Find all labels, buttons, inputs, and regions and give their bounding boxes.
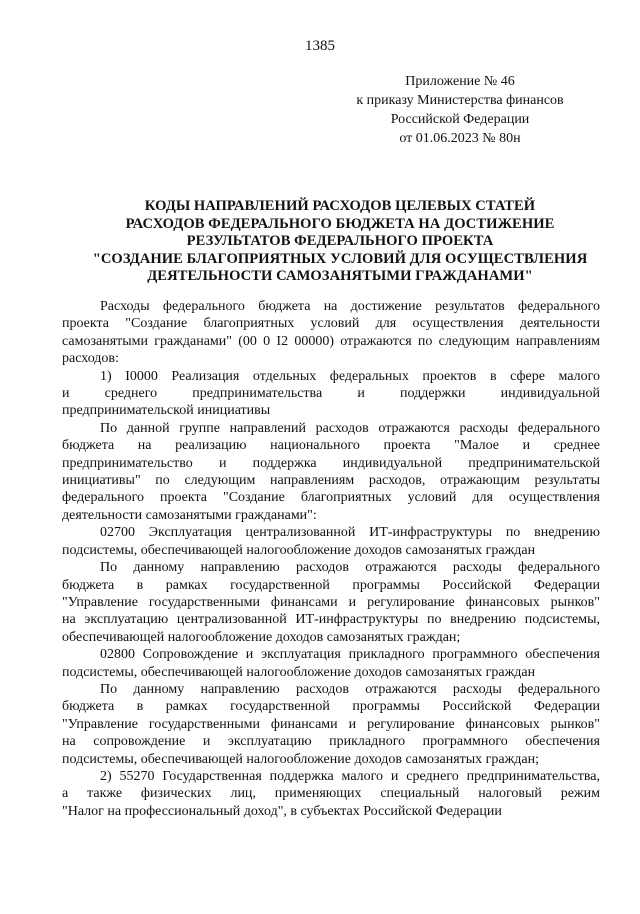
appendix-line: от 01.06.2023 № 80н	[399, 131, 521, 146]
paragraph-line: 02700 Эксплуатация централизованной ИТ-инфраструктуры по внедрению	[100, 525, 600, 541]
paragraph-line: самозанятыми гражданами" (00 0 I2 00000) отражаются по следующим направлениям	[62, 333, 600, 349]
paragraph-line: 02800 Сопровождение и эксплуатация прикладного программного обеспечения	[100, 647, 600, 663]
paragraph-line: бюджета в рамках государственной программы Российской Федерации	[62, 577, 600, 593]
paragraph-line: бюджета в рамках государственной программы Российской Федерации	[62, 699, 600, 715]
paragraph-line: федерального проекта "Создание благоприятных условий для осуществления	[62, 490, 600, 506]
title-line: КОДЫ НАПРАВЛЕНИЙ РАСХОДОВ ЦЕЛЕВЫХ СТАТЕЙ	[144, 198, 536, 214]
title-line: ДЕЯТЕЛЬНОСТИ САМОЗАНЯТЫМИ ГРАЖДАНАМИ"	[147, 268, 533, 284]
paragraph-line: Расходы федерального бюджета на достижение результатов федерального	[100, 299, 600, 314]
paragraph-line: на эксплуатацию централизованной ИТ-инфраструктуры по внедрению подсистемы,	[62, 612, 600, 628]
paragraph-line: и среднего предпринимательства и поддержки индивидуальной	[62, 386, 600, 402]
paragraph-line: "Налог на профессиональный доход", в субъектах Российской Федерации	[62, 803, 502, 819]
paragraph-line: "Управление государственными финансами и регулирование финансовых рынков"	[62, 594, 600, 610]
paragraph-line: По данной группе направлений расходов отражаются расходы федерального	[100, 420, 600, 436]
paragraph	[62, 298, 600, 368]
paragraph	[62, 559, 600, 646]
title-line: РЕЗУЛЬТАТОВ ФЕДЕРАЛЬНОГО ПРОЕКТА	[186, 233, 494, 249]
paragraph	[62, 646, 600, 681]
paragraph-line: инициативы" по следующим направлениям расходов, отражающим результаты	[62, 473, 600, 489]
paragraph-line: обеспечивающей налогообложение доходов самозанятых граждан;	[62, 629, 461, 645]
paragraph-line: проекта "Создание благоприятных условий для осуществления деятельности	[62, 316, 600, 332]
paragraph	[62, 524, 600, 559]
paragraph-line: деятельности самозанятыми гражданами":	[62, 507, 317, 523]
document-title	[20, 198, 640, 286]
document-body	[62, 298, 600, 820]
paragraph-line: а также физических лиц, применяющих специальный налоговый режим	[62, 786, 600, 802]
title-line: "СОЗДАНИЕ БЛАГОПРИЯТНЫХ УСЛОВИЙ ДЛЯ ОСУЩЕСТВЛЕНИЯ	[92, 250, 588, 267]
paragraph	[62, 368, 600, 420]
appendix-line: Российской Федерации	[390, 112, 530, 127]
paragraph-line: "Управление государственными финансами и регулирование финансовых рынков"	[62, 716, 600, 732]
paragraph-line: подсистемы, обеспечивающей налогообложение доходов самозанятых граждан;	[62, 751, 540, 767]
paragraph-line: подсистемы, обеспечивающей налогообложение доходов самозанятых граждан	[62, 542, 536, 558]
paragraph-line: расходов:	[62, 351, 119, 367]
paragraph	[62, 768, 600, 820]
page-number: 1385	[305, 38, 335, 54]
paragraph-line: 2) 55270 Государственная поддержка малого и среднего предпринимательства,	[100, 768, 600, 784]
paragraph	[62, 681, 600, 768]
paragraph-line: бюджета на реализацию национального проекта "Малое и среднее	[62, 438, 600, 454]
appendix-line: к приказу Министерства финансов	[356, 93, 564, 108]
paragraph-line: подсистемы, обеспечивающей налогообложение доходов самозанятых граждан	[62, 664, 536, 680]
paragraph-line: предпринимательство и поддержка индивидуальной предпринимательской	[62, 455, 600, 471]
paragraph-line: 1) I0000 Реализация отдельных федеральных проектов в сфере малого	[100, 368, 600, 384]
appendix-line: Приложение № 46	[405, 74, 515, 89]
paragraph-line: По данному направлению расходов отражаются расходы федерального	[100, 681, 600, 697]
paragraph-line: По данному направлению расходов отражаются расходы федерального	[100, 560, 600, 576]
paragraph	[62, 420, 600, 524]
title-line: РАСХОДОВ ФЕДЕРАЛЬНОГО БЮДЖЕТА НА ДОСТИЖЕНИЕ	[125, 215, 555, 232]
paragraph-line: на сопровождение и эксплуатацию прикладного программного обеспечения	[62, 734, 600, 750]
appendix-block	[300, 72, 620, 148]
paragraph-line: предпринимательской инициативы	[62, 403, 271, 419]
